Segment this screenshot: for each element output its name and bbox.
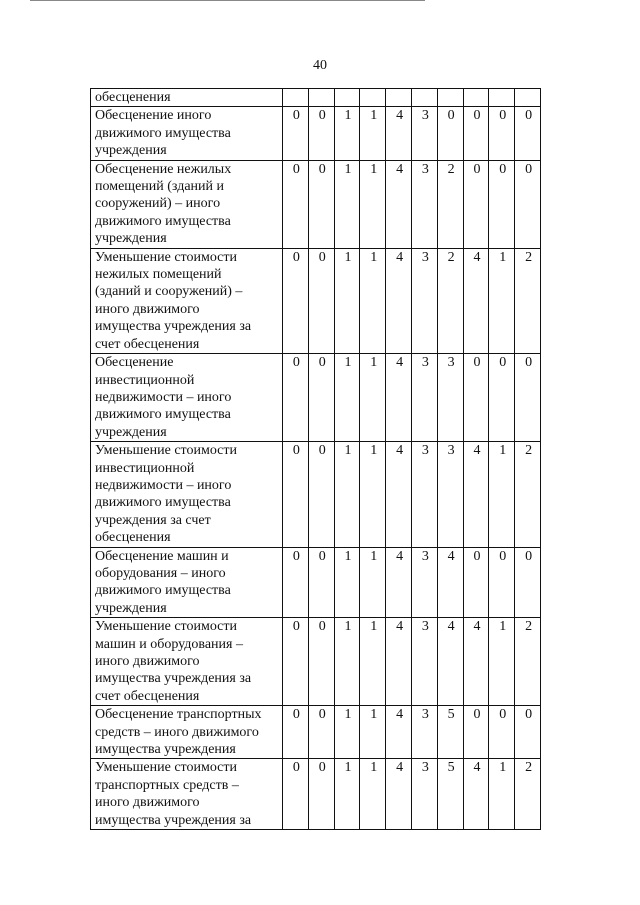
code-digit-cell: 0 xyxy=(308,547,334,618)
code-digit-cell: 0 xyxy=(489,354,515,442)
description-line: движимого имущества xyxy=(95,495,231,511)
code-digit-cell: 1 xyxy=(360,107,386,160)
code-digit-cell: 0 xyxy=(283,442,309,547)
code-digit-cell: 0 xyxy=(463,706,489,759)
description-line: Уменьшение стоимости xyxy=(95,760,237,776)
code-digit-cell: 4 xyxy=(463,442,489,547)
description-line: средств – иного движимого xyxy=(95,724,259,740)
description-line: движимого имущества xyxy=(95,583,231,599)
code-digit-cell: 4 xyxy=(463,759,489,830)
code-digit-cell: 4 xyxy=(437,547,463,618)
description-line: оборудования – иного xyxy=(95,565,226,581)
description-line: инвестиционной xyxy=(95,372,195,388)
code-digit-cell: 1 xyxy=(360,160,386,248)
code-digit-cell: 4 xyxy=(386,547,412,618)
description-line: нежилых помещений xyxy=(95,267,222,283)
code-digit-cell: 1 xyxy=(334,618,360,706)
table-row xyxy=(91,706,541,759)
code-digit-cell xyxy=(283,89,309,107)
description-line: учреждения xyxy=(95,600,167,616)
code-digit-cell: 0 xyxy=(515,107,541,160)
code-digit-cell: 0 xyxy=(308,759,334,830)
description-line: счет обесценения xyxy=(95,336,200,352)
description-line: иного движимого xyxy=(95,795,200,811)
code-digit-cell xyxy=(334,89,360,107)
description-line: Обесценение нежилых xyxy=(95,161,232,177)
code-digit-cell: 0 xyxy=(463,160,489,248)
code-digit-cell: 2 xyxy=(515,618,541,706)
code-digit-cell xyxy=(437,89,463,107)
row-description xyxy=(91,248,283,353)
code-digit-cell: 0 xyxy=(283,354,309,442)
code-digit-cell: 3 xyxy=(437,354,463,442)
description-line: Уменьшение стоимости xyxy=(95,619,237,635)
code-digit-cell: 0 xyxy=(515,354,541,442)
code-digit-cell xyxy=(386,89,412,107)
code-digit-cell: 4 xyxy=(386,160,412,248)
description-line: Уменьшение стоимости xyxy=(95,443,237,459)
code-digit-cell: 3 xyxy=(411,442,437,547)
code-digit-cell: 4 xyxy=(463,618,489,706)
description-line: имущества учреждения xyxy=(95,742,236,758)
description-line: сооружений) – иного xyxy=(95,196,221,212)
description-line: иного движимого xyxy=(95,301,200,317)
description-line: учреждения xyxy=(95,424,167,440)
page-number: 40 xyxy=(313,58,327,73)
code-digit-cell: 0 xyxy=(283,160,309,248)
table-row xyxy=(91,547,541,618)
description-line: помещений (зданий и xyxy=(95,179,225,195)
description-line: Обесценение машин и xyxy=(95,548,229,564)
code-digit-cell: 1 xyxy=(360,706,386,759)
code-digit-cell: 5 xyxy=(437,759,463,830)
code-digit-cell: 3 xyxy=(411,618,437,706)
code-digit-cell: 0 xyxy=(308,354,334,442)
code-digit-cell: 4 xyxy=(463,248,489,353)
account-codes-table xyxy=(90,88,541,830)
description-line: обесценения xyxy=(95,530,171,546)
code-digit-cell: 1 xyxy=(489,248,515,353)
code-digit-cell: 1 xyxy=(334,706,360,759)
code-digit-cell xyxy=(308,89,334,107)
row-description xyxy=(91,160,283,248)
code-digit-cell: 3 xyxy=(411,107,437,160)
code-digit-cell: 0 xyxy=(283,618,309,706)
description-line: имущества учреждения за xyxy=(95,671,252,687)
code-digit-cell: 3 xyxy=(411,547,437,618)
code-digit-cell: 0 xyxy=(308,248,334,353)
description-line: счет обесценения xyxy=(95,688,200,704)
code-digit-cell: 3 xyxy=(411,759,437,830)
code-digit-cell: 1 xyxy=(334,442,360,547)
code-digit-cell: 0 xyxy=(308,160,334,248)
description-line: Уменьшение стоимости xyxy=(95,249,237,265)
code-digit-cell xyxy=(463,89,489,107)
code-digit-cell: 0 xyxy=(283,107,309,160)
code-digit-cell: 1 xyxy=(360,547,386,618)
row-description xyxy=(91,354,283,442)
code-digit-cell: 0 xyxy=(308,706,334,759)
description-line: транспортных средств – xyxy=(95,777,239,793)
code-digit-cell: 3 xyxy=(411,248,437,353)
table-row xyxy=(91,442,541,547)
row-description xyxy=(91,706,283,759)
code-digit-cell: 1 xyxy=(334,759,360,830)
code-digit-cell: 3 xyxy=(411,160,437,248)
code-digit-cell: 4 xyxy=(386,248,412,353)
code-digit-cell: 4 xyxy=(386,759,412,830)
code-digit-cell: 0 xyxy=(463,547,489,618)
code-digit-cell: 0 xyxy=(463,107,489,160)
table-body xyxy=(91,89,541,830)
description-line: недвижимости – иного xyxy=(95,389,232,405)
description-line: движимого имущества xyxy=(95,407,231,423)
code-digit-cell: 0 xyxy=(515,160,541,248)
table-row xyxy=(91,618,541,706)
code-digit-cell: 1 xyxy=(360,442,386,547)
code-digit-cell: 1 xyxy=(489,759,515,830)
code-digit-cell: 0 xyxy=(489,706,515,759)
code-digit-cell: 0 xyxy=(437,107,463,160)
code-digit-cell: 1 xyxy=(334,107,360,160)
description-line: движимого имущества xyxy=(95,125,231,141)
code-digit-cell: 4 xyxy=(386,618,412,706)
code-digit-cell: 1 xyxy=(334,547,360,618)
code-digit-cell: 3 xyxy=(411,354,437,442)
code-digit-cell: 2 xyxy=(437,160,463,248)
description-line: обесценения xyxy=(95,90,171,105)
code-digit-cell: 1 xyxy=(360,759,386,830)
description-line: Обесценение транспортных xyxy=(95,707,262,723)
code-digit-cell: 0 xyxy=(283,706,309,759)
description-line: имущества учреждения за xyxy=(95,812,252,828)
table-row xyxy=(91,89,541,107)
table-row xyxy=(91,759,541,830)
description-line: инвестиционной xyxy=(95,460,195,476)
code-digit-cell: 3 xyxy=(437,442,463,547)
code-digit-cell xyxy=(489,89,515,107)
code-digit-cell xyxy=(411,89,437,107)
table-row xyxy=(91,354,541,442)
code-digit-cell: 1 xyxy=(334,354,360,442)
code-digit-cell: 1 xyxy=(489,442,515,547)
code-digit-cell: 0 xyxy=(515,706,541,759)
code-digit-cell: 0 xyxy=(515,547,541,618)
code-digit-cell xyxy=(515,89,541,107)
description-line: недвижимости – иного xyxy=(95,477,232,493)
description-line: движимого имущества xyxy=(95,213,231,229)
code-digit-cell: 0 xyxy=(283,547,309,618)
code-digit-cell: 1 xyxy=(360,618,386,706)
code-digit-cell: 0 xyxy=(308,107,334,160)
description-line: имущества учреждения за xyxy=(95,319,252,335)
code-digit-cell: 1 xyxy=(489,618,515,706)
description-line: иного движимого xyxy=(95,654,200,669)
code-digit-cell: 4 xyxy=(386,354,412,442)
description-line: учреждения xyxy=(95,143,167,159)
description-line: учреждения за счет xyxy=(95,512,211,528)
row-description xyxy=(91,89,283,107)
row-description xyxy=(91,442,283,547)
code-digit-cell: 0 xyxy=(308,442,334,547)
description-line: машин и оборудования – xyxy=(95,636,243,652)
table-row xyxy=(91,248,541,353)
description-line: Обесценение xyxy=(95,355,174,371)
code-digit-cell: 1 xyxy=(360,248,386,353)
code-digit-cell: 5 xyxy=(437,706,463,759)
row-description xyxy=(91,618,283,706)
description-line: (зданий и сооружений) – xyxy=(95,284,243,300)
code-digit-cell: 0 xyxy=(489,160,515,248)
code-digit-cell: 0 xyxy=(308,618,334,706)
code-digit-cell: 2 xyxy=(515,248,541,353)
code-digit-cell: 4 xyxy=(437,618,463,706)
description-line: Обесценение иного xyxy=(95,108,212,124)
row-description xyxy=(91,547,283,618)
code-digit-cell: 0 xyxy=(489,547,515,618)
code-digit-cell: 2 xyxy=(515,759,541,830)
code-digit-cell: 1 xyxy=(334,160,360,248)
code-digit-cell: 4 xyxy=(386,706,412,759)
description-line: учреждения xyxy=(95,231,167,247)
code-digit-cell: 4 xyxy=(386,442,412,547)
code-digit-cell: 4 xyxy=(386,107,412,160)
table-row xyxy=(91,160,541,248)
top-rule xyxy=(30,0,425,1)
code-digit-cell: 0 xyxy=(283,248,309,353)
code-digit-cell: 0 xyxy=(463,354,489,442)
table-row xyxy=(91,107,541,160)
code-digit-cell: 2 xyxy=(515,442,541,547)
row-description xyxy=(91,759,283,830)
code-digit-cell: 1 xyxy=(334,248,360,353)
code-digit-cell: 1 xyxy=(360,354,386,442)
code-digit-cell: 0 xyxy=(283,759,309,830)
code-digit-cell: 3 xyxy=(411,706,437,759)
code-digit-cell: 0 xyxy=(489,107,515,160)
code-digit-cell xyxy=(360,89,386,107)
row-description xyxy=(91,107,283,160)
code-digit-cell: 2 xyxy=(437,248,463,353)
